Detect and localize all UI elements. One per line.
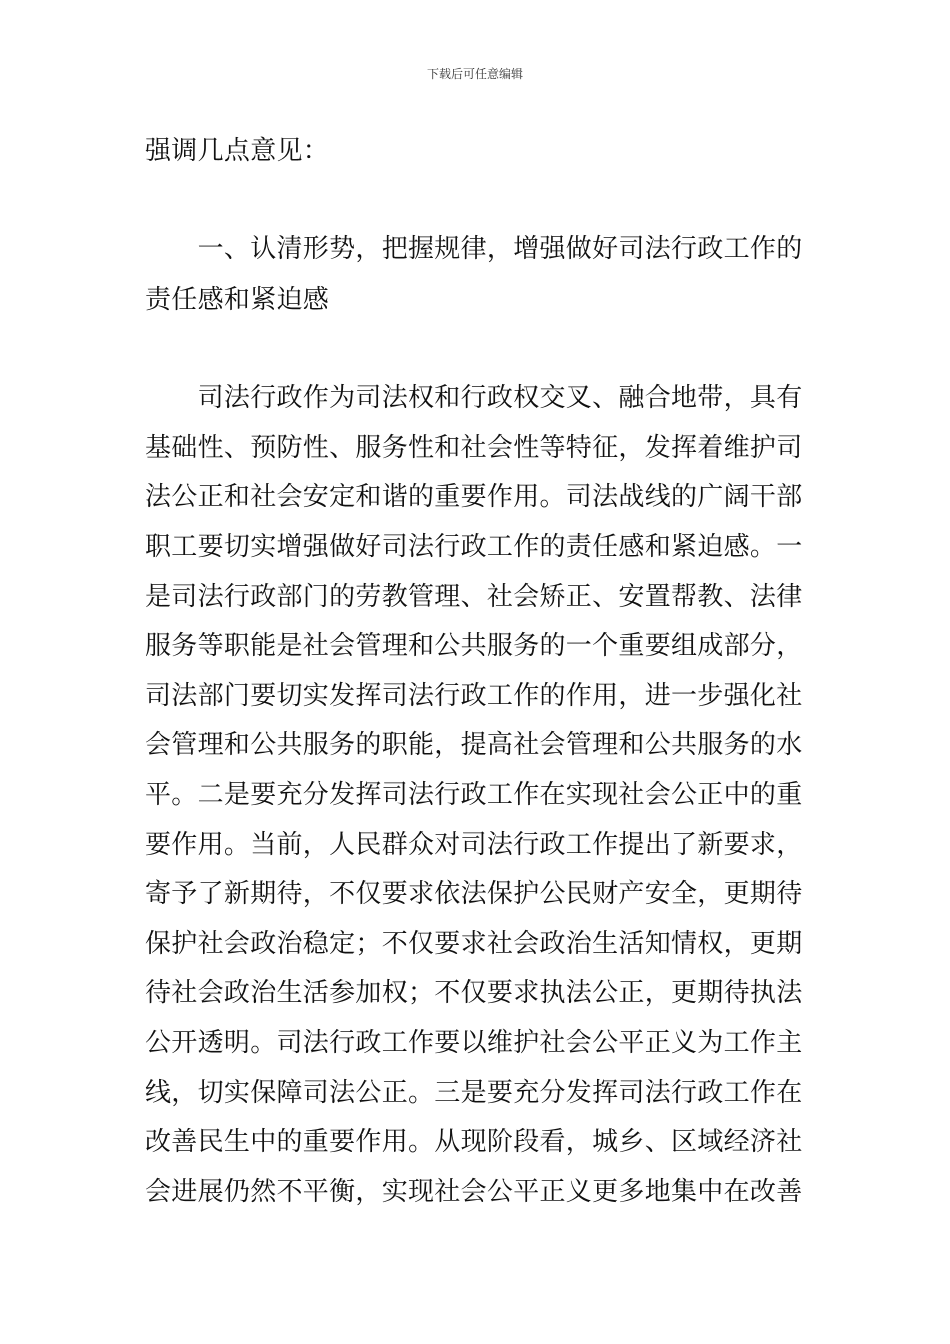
- body-text-line: 待社会政治生活参加权；不仅要求执法公正，更期待执法: [145, 978, 803, 1008]
- body-text-line: 平。二是要充分发挥司法行政工作在实现社会公正中的重: [145, 780, 803, 810]
- body-text-line: 线，切实保障司法公正。三是要充分发挥司法行政工作在: [145, 1078, 803, 1108]
- body-text-line: 改善民生中的重要作用。从现阶段看，城乡、区域经济社: [145, 1127, 803, 1157]
- body-text-line: 基础性、预防性、服务性和社会性等特征，发挥着维护司: [145, 433, 803, 463]
- body-text-line: 保护社会政治稳定；不仅要求社会政治生活知情权，更期: [145, 929, 803, 959]
- section-heading-line: 一、认清形势，把握规律，增强做好司法行政工作的: [145, 234, 803, 264]
- body-text-line: 是司法行政部门的劳教管理、社会矫正、安置帮教、法律: [145, 582, 803, 612]
- intro-line: 强调几点意见：: [145, 136, 330, 166]
- body-text-line: 会进展仍然不平衡，实现社会公平正义更多地集中在改善: [145, 1177, 803, 1207]
- body-text-line: 服务等职能是社会管理和公共服务的一个重要组成部分，: [145, 631, 803, 661]
- body-text-line: 司法部门要切实发挥司法行政工作的作用，进一步强化社: [145, 681, 803, 711]
- body-text-line: 职工要切实增强做好司法行政工作的责任感和紧迫感。一: [145, 532, 803, 562]
- body-text-line: 公开透明。司法行政工作要以维护社会公平正义为工作主: [145, 1028, 803, 1058]
- body-text-line: 会管理和公共服务的职能，提高社会管理和公共服务的水: [145, 730, 803, 760]
- body-text-line: 法公正和社会安定和谐的重要作用。司法战线的广阔干部: [145, 482, 803, 512]
- page-header: 下载后可任意编辑: [426, 67, 523, 81]
- body-text-line: 要作用。当前，人民群众对司法行政工作提出了新要求，: [145, 830, 803, 860]
- body-text-line: 寄予了新期待，不仅要求依法保护公民财产安全，更期待: [145, 879, 803, 909]
- section-heading-line: 责任感和紧迫感: [145, 285, 330, 315]
- body-text-line: 司法行政作为司法权和行政权交叉、融合地带，具有: [145, 383, 803, 413]
